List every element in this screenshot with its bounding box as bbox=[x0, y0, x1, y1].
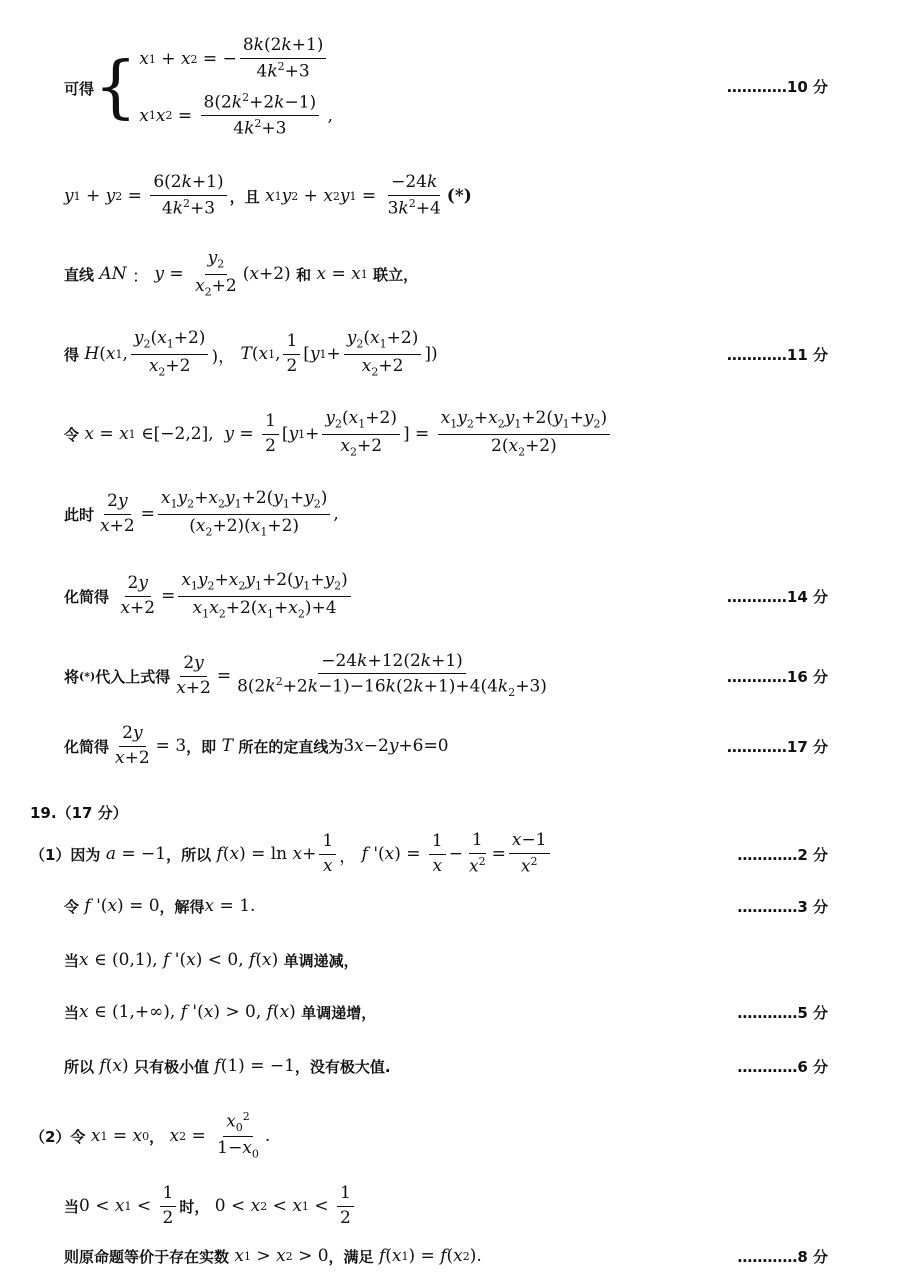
text: 时， bbox=[179, 1197, 210, 1216]
text: 代入上式得 bbox=[95, 667, 171, 686]
text: 联立， bbox=[373, 265, 419, 284]
score-marker: …………10 分 bbox=[726, 78, 828, 96]
q19-part1-decreasing: 当 x ∈ (0,1), f '( x ) < 0, f ( x ) 单调递减， bbox=[64, 950, 359, 970]
q19-part2-equivalent: 则原命题等价于存在实数 x 1 > x 2 > 0 ，满足 f ( x 1 ) = f ( x 2 ). …………8 分 bbox=[64, 1246, 828, 1266]
question-heading: 19.（17 分） bbox=[30, 804, 128, 822]
lead-text: 所以 bbox=[64, 1057, 95, 1076]
star-mark: (*) bbox=[79, 669, 96, 683]
step-line-an: 直线 AN ： y = $\frac{y_2}{x_2+2}$ ( x +2) 和 x = x 1 联立， bbox=[64, 248, 419, 298]
score-marker: …………17 分 bbox=[726, 738, 828, 756]
text: ， bbox=[149, 1127, 165, 1146]
lead-text: （1）因为 bbox=[30, 845, 101, 864]
lead-text: 令 bbox=[64, 897, 80, 916]
left-brace: { bbox=[94, 48, 138, 128]
score-marker: …………2 分 bbox=[737, 846, 828, 864]
score-marker: …………14 分 bbox=[726, 588, 828, 606]
lead-text: 化简得 bbox=[64, 587, 110, 606]
text: 所在的定直线为 bbox=[238, 737, 344, 756]
q19-part1-increasing: 当 x ∈ (1,+∞), f '( x ) > 0, f ( x ) 单调递增， …………5 分 bbox=[64, 1002, 828, 1022]
score-marker: …………6 分 bbox=[737, 1058, 828, 1076]
q19-part1-extremum: 所以 f ( x ) 只有极小值 f (1) = −1 ，没有极大值. …………6 分 bbox=[64, 1056, 828, 1076]
step-then: 此时 $\frac{2y}{x+2}$ = $\frac{x_1y_2+x_2y_1+2(y_1+y_2)}{(x_2+2)(x_1+2)}$ , bbox=[64, 488, 339, 538]
lead-text: 化简得 bbox=[64, 737, 110, 756]
text: ，即 bbox=[186, 737, 217, 756]
lead-text: 当 bbox=[64, 1003, 80, 1022]
lead-text: 得 bbox=[64, 345, 80, 364]
lead-text: （2）令 bbox=[30, 1127, 86, 1146]
text: 单调递减， bbox=[283, 951, 359, 970]
lead-text: 令 bbox=[64, 425, 80, 444]
lead-text: 直线 bbox=[64, 265, 95, 284]
score-marker: …………3 分 bbox=[737, 898, 828, 916]
step-substitute: 将 (*) 代入上式得 $\frac{2y}{x+2}$ = $\frac{-24k+12(2k+1)}{8(2k^2+2k-1)-16k(2k+1)+4(4k_2+3)}$ …………16 分 bbox=[64, 650, 828, 700]
lead-text: 当 bbox=[64, 1197, 80, 1216]
score-marker: …………11 分 bbox=[726, 346, 828, 364]
lead-text: 则原命题等价于存在实数 bbox=[64, 1247, 230, 1266]
lead-text: 可得 bbox=[64, 79, 95, 98]
lead-text: 当 bbox=[64, 951, 80, 970]
text: ，且 bbox=[229, 187, 260, 206]
text: ，所以 bbox=[166, 845, 212, 864]
score-marker: …………8 分 bbox=[737, 1248, 828, 1266]
text: ，满足 bbox=[328, 1247, 374, 1266]
step-let-x: 令 x = x 1 ∈[−2,2], y = $\frac{1}{2}$ [ y 1 + $\frac{y_2(x_1+2)}{x_2+2}$ ] = $\frac{x_1y_2+x_2y_1+2(y_1+y_2)}{2(x_2+2)}$ bbox=[0, 404, 900, 464]
step-simplify-1: 化简得 $\frac{2y}{x+2}$ = $\frac{x_1y_2+x_2y_1+2(y_1+y_2)}{x_1x_2+2(x_1+x_2)+4}$ …………14 分 bbox=[64, 570, 828, 620]
q19-part2-range: 当 0 < x 1 < $\frac{1}{2}$ 时， 0 < x 2 < x 1 < $\frac{1}{2}$ bbox=[0, 1178, 900, 1234]
text: ，解得 bbox=[159, 897, 205, 916]
text: ，没有极大值. bbox=[294, 1057, 391, 1076]
text: 只有极小值 bbox=[134, 1057, 210, 1076]
q19-part1-zero: 令 f '( x ) = 0 ，解得 x = 1. …………3 分 bbox=[64, 896, 828, 916]
lead-text: 此时 bbox=[64, 505, 95, 524]
q19-part1-derivative: （1）因为 a = −1 ，所以 f ( x ) = ln x + $\frac{1}{x}$ ， f '( x ) = $\frac{1}{x}$ − $\frac{1}{x^2}$ = $\frac{x-1}{x^2}$ …………2 分 bbox=[30, 830, 828, 877]
q19-part2-let: （2）令 x 1 = x 0 ， x 2 = $\frac{x_0^2}{1-x_0}$ . bbox=[30, 1109, 271, 1161]
lead-text: 将 bbox=[64, 667, 80, 686]
text: 单调递增， bbox=[301, 1003, 377, 1022]
step-simplify-2: 化简得 $\frac{2y}{x+2}$ = 3 ，即 T 所在的定直线为 3 x −2 y +6=0 …………17 分 bbox=[64, 722, 828, 768]
step-y-sum: y 1 + y 2 = $\frac{6(2k+1)}{4k^2+3}$ ，且 x 1 y 2 + x 2 y 1 = $\frac{-24k}{3k^2+4}$ (*) bbox=[64, 172, 472, 219]
step-points: 得 H ( x 1 , $\frac{y_2(x_1+2)}{x_2+2}$ )， T ( x 1 , $\frac{1}{2}$ [ y 1 + $\frac{y_2(x_1+2)}{x_2+2}$ ]) …………11 分 bbox=[64, 328, 828, 378]
question-19-header bbox=[0, 800, 900, 824]
step-system bbox=[0, 28, 900, 148]
equation-system: x 1 + x 2 = − $\frac{8k(2k+1)}{4k^2+3}$ x 1 x 2 = $\frac{8(2k^2+2k-1)}{4k^2+3}$ , bbox=[139, 35, 333, 140]
text: 和 bbox=[296, 265, 312, 284]
score-marker: …………16 分 bbox=[726, 668, 828, 686]
score-marker: …………5 分 bbox=[737, 1004, 828, 1022]
star-mark: (*) bbox=[446, 186, 472, 206]
